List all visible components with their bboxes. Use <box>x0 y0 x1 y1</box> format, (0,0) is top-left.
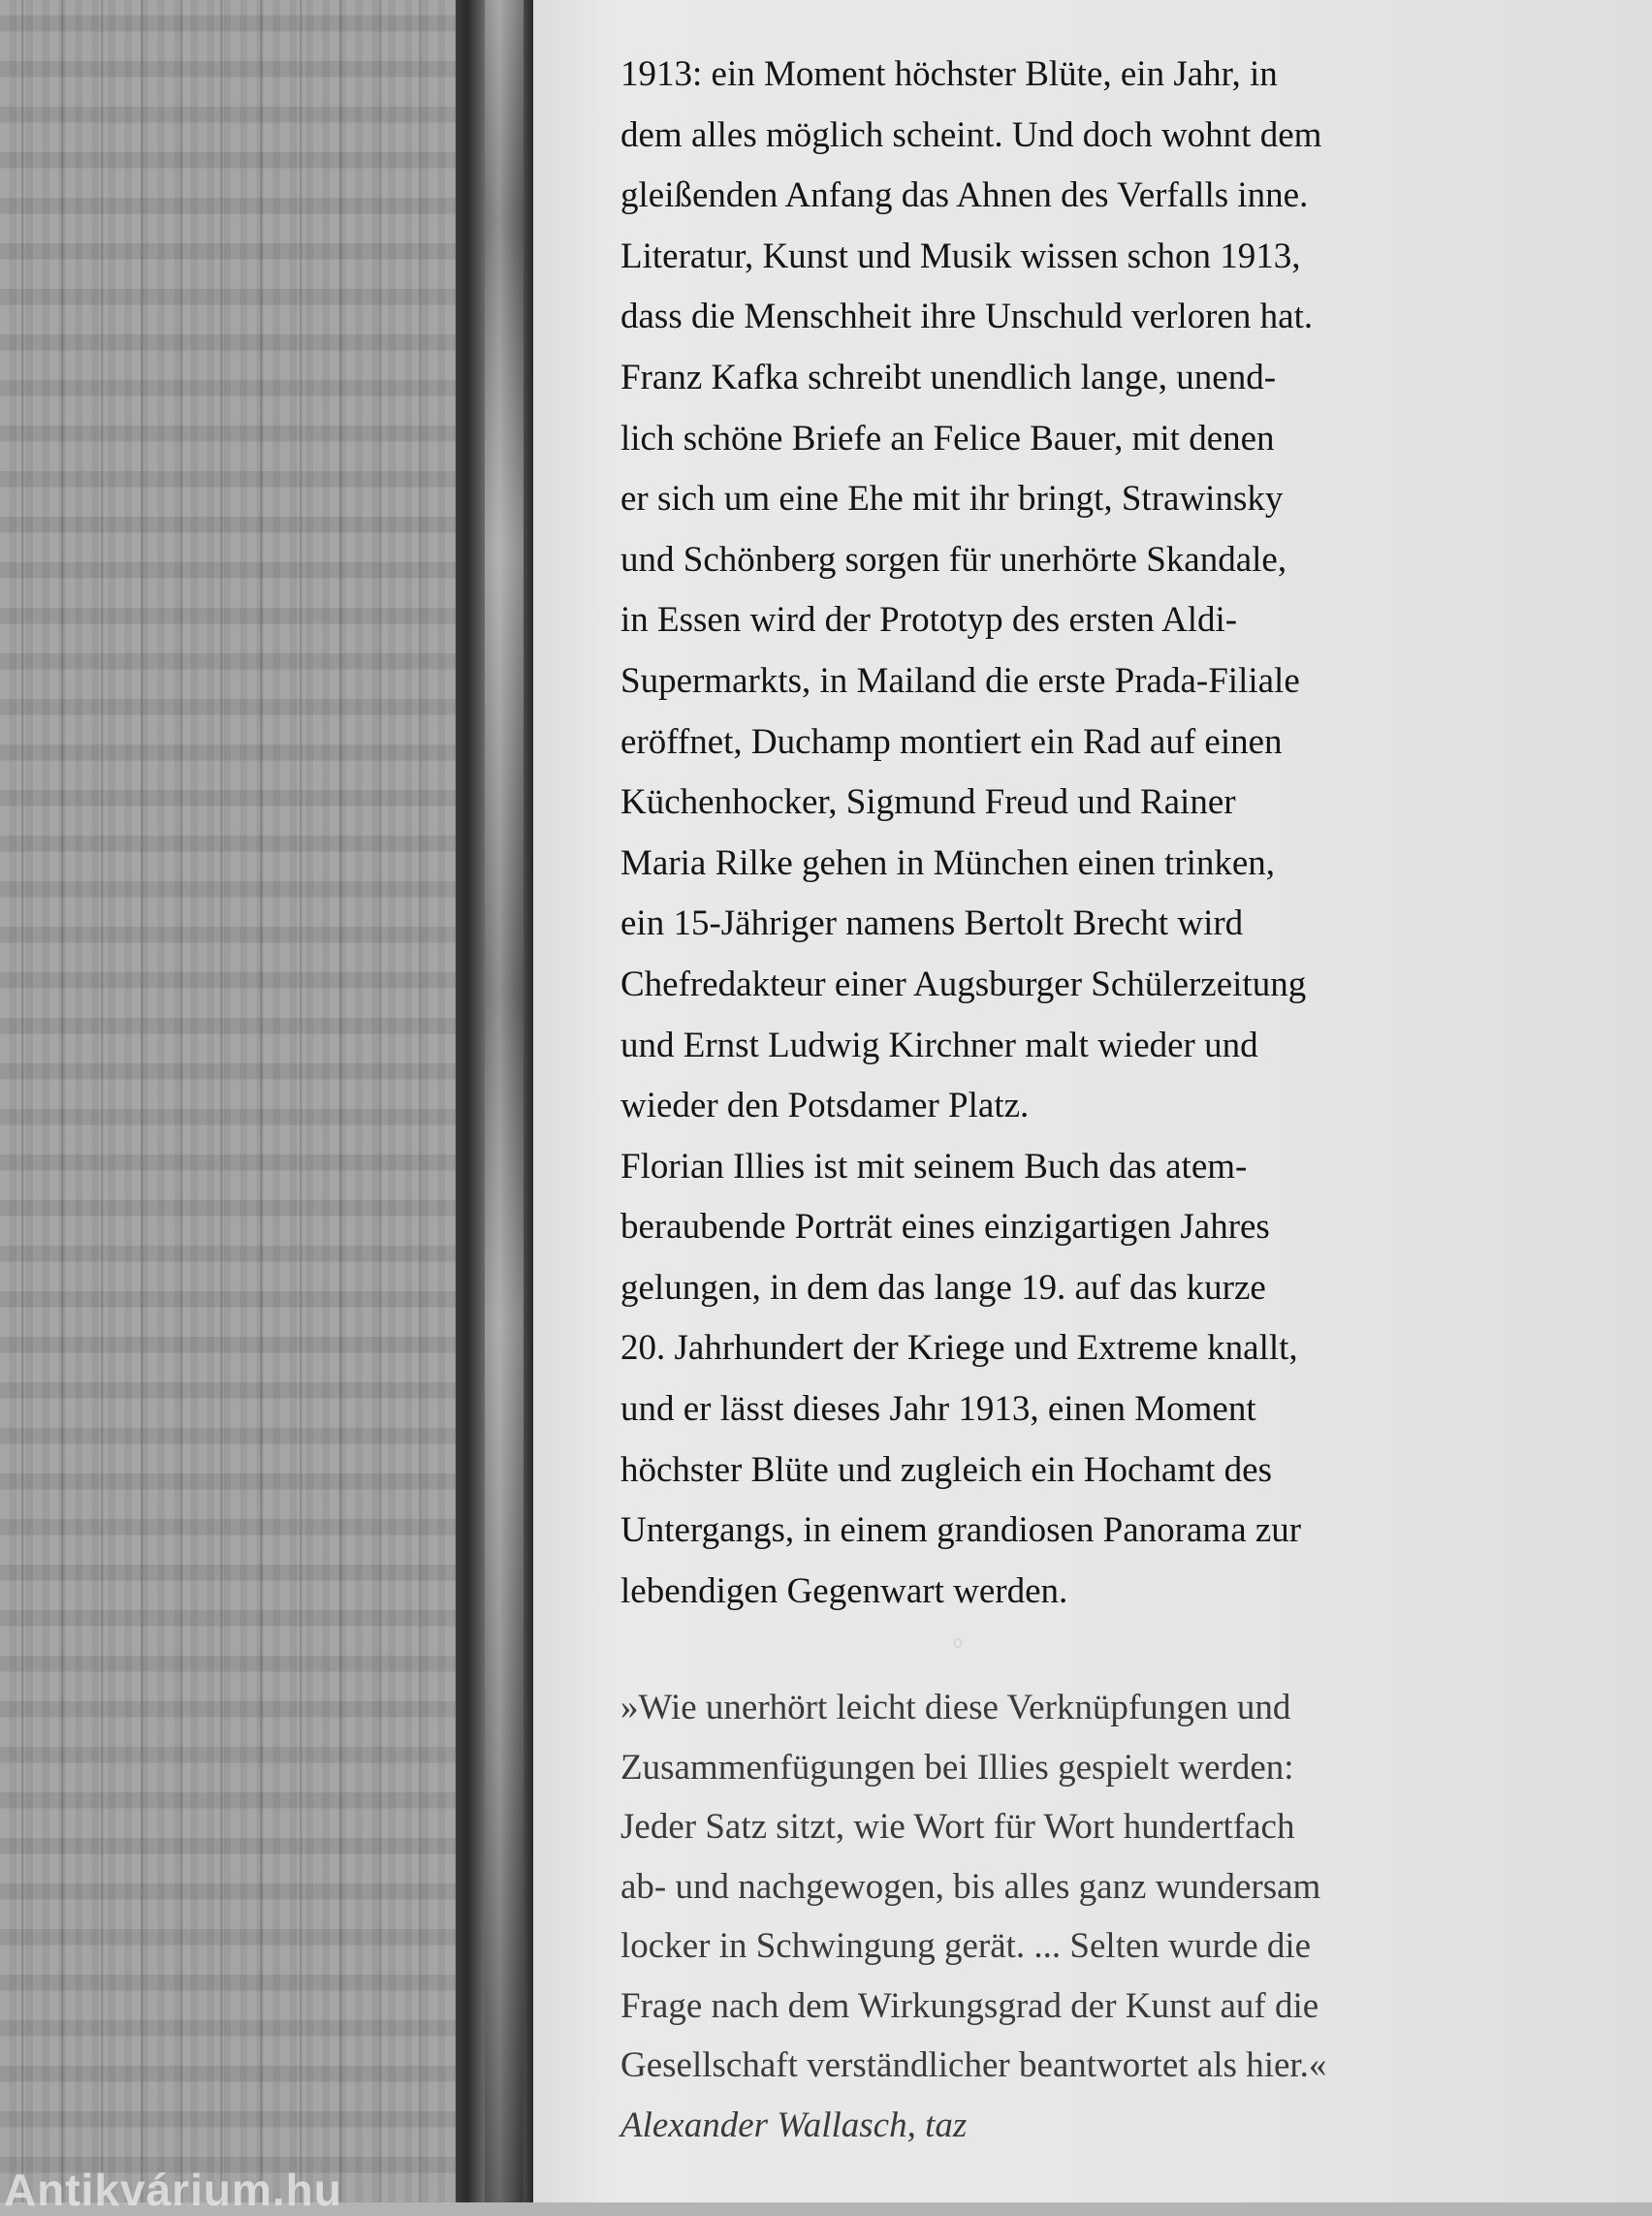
blurb-line: höchster Blüte und zugleich ein Hochamt des <box>620 1449 1272 1490</box>
quote-line: Zusammenfügungen bei Illies gespielt werden: <box>620 1747 1294 1788</box>
blurb-line: lebendigen Gegenwart werden. <box>620 1570 1068 1611</box>
blurb-line: lich schöne Briefe an Felice Bauer, mit denen <box>620 418 1275 459</box>
blurb-line: ein 15-Jähriger namens Bertolt Brecht wird <box>620 903 1244 944</box>
review-quote <box>620 1678 1493 2155</box>
blurb-line: Literatur, Kunst und Musik wissen schon 1913, <box>620 236 1301 276</box>
blurb-line: dass die Menschheit ihre Unschuld verloren hat. <box>620 297 1314 337</box>
blurb-line: eröffnet, Duchamp montiert ein Rad auf einen <box>620 721 1283 762</box>
blurb-text <box>620 45 1493 1622</box>
quote-line: Frage nach dem Wirkungsgrad der Kunst auf die <box>620 1985 1319 2026</box>
blurb-line: Franz Kafka schreibt unendlich lange, unend- <box>620 357 1277 397</box>
blurb-line: und Ernst Ludwig Kirchner malt wieder und <box>620 1025 1258 1065</box>
blurb-line: Florian Illies ist mit seinem Buch das atem- <box>620 1146 1248 1187</box>
blurb-line: gleißenden Anfang das Ahnen des Verfalls inne. <box>620 175 1309 216</box>
paper-speck <box>954 1638 962 1648</box>
blurb-line: gelungen, in dem das lange 19. auf das kurze <box>620 1267 1266 1308</box>
quote-line: Gesellschaft verständlicher beantwortet als hier.« <box>620 2045 1327 2085</box>
quote-author: Alexander Wallasch, taz <box>620 2105 968 2145</box>
quote-line: Jeder Satz sitzt, wie Wort für Wort hundertfach <box>620 1807 1295 1847</box>
watermark-text: Antikvárium.hu <box>4 2165 342 2215</box>
quote-line: locker in Schwingung gerät. ... Selten wurde die <box>620 1926 1312 1966</box>
blurb-line: 1913: ein Moment höchster Blüte, ein Jahr, in <box>620 54 1278 94</box>
blurb-line: und er lässt dieses Jahr 1913, einen Moment <box>620 1389 1256 1430</box>
blurb-line: Supermarkts, in Mailand die erste Prada-Filiale <box>620 660 1300 701</box>
blurb-line: 20. Jahrhundert der Kriege und Extreme knallt, <box>620 1328 1298 1369</box>
blurb-line: Chefredakteur einer Augsburger Schülerzeitung <box>620 964 1307 1004</box>
blurb-line: in Essen wird der Prototyp des ersten Aldi- <box>620 600 1238 641</box>
gutter-highlight <box>485 0 524 2202</box>
blurb-line: beraubende Porträt eines einzigartigen Jahres <box>620 1207 1270 1248</box>
quote-line: ab- und nachgewogen, bis alles ganz wundersam <box>620 1866 1321 1907</box>
left-cover-panel <box>0 0 463 2202</box>
blurb-line: dem alles möglich scheint. Und doch wohnt dem <box>620 114 1322 155</box>
blurb-line: Untergangs, in einem grandiosen Panorama zur <box>620 1510 1302 1551</box>
blurb-line: wieder den Potsdamer Platz. <box>620 1086 1030 1126</box>
blurb-line: Maria Rilke gehen in München einen trinken, <box>620 842 1276 883</box>
blurb-line: er sich um eine Ehe mit ihr bringt, Strawinsky <box>620 479 1284 520</box>
blurb-line: Küchenhocker, Sigmund Freud und Rainer <box>620 782 1236 823</box>
blurb-line: und Schönberg sorgen für unerhörte Skandale, <box>620 539 1287 580</box>
book-page <box>533 0 1652 2202</box>
quote-line: »Wie unerhört leicht diese Verknüpfungen und <box>620 1688 1291 1727</box>
